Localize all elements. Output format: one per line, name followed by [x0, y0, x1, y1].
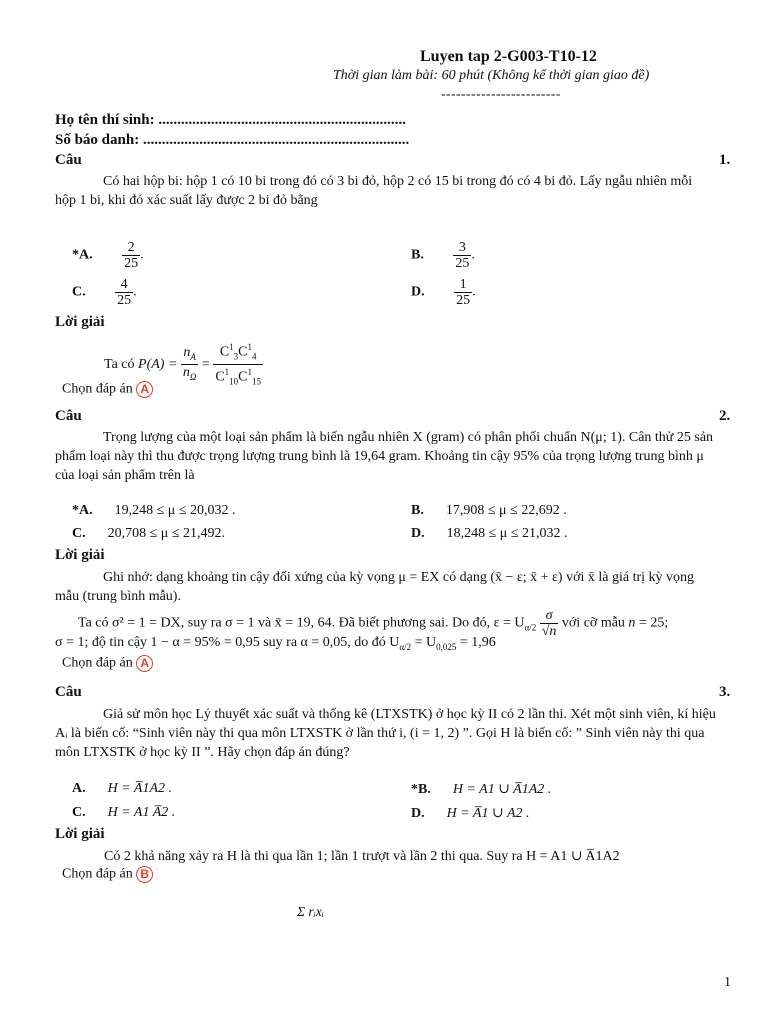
solution-label: Lời giải: [55, 547, 105, 563]
question-text: Có hai hộp bi: hộp 1 có 10 bi trong đó có 3 bi đỏ, hộp 2 có 15 bi trong đó có 4 bi đỏ. Lấy ngẫu nhiên mỗi hộp 1 bi, khi đó xác suất lấy được 2 bi đỏ bằng: [55, 174, 693, 208]
question-number: 2.: [719, 408, 731, 424]
page-number: 1: [724, 975, 731, 990]
option-d: D. 18,248 ≤ μ ≤ 21,032 .: [411, 526, 568, 541]
option-b: *B. H = A1 ∪ A̅1A2 .: [411, 782, 552, 797]
answer-line: Chọn đáp án A: [62, 381, 153, 398]
question-label: Câu: [55, 684, 82, 700]
solution-formula: Ta có P(A) = $\frac{n_A}{n_\Omega}$ = $\frac{C^1_3C^1_4}{C^1_{10}C^1_{15}}$: [104, 342, 261, 387]
solution-text: Ghi nhớ: dạng khoảng tin cậy đối xứng của kỳ vọng μ = EX có dạng (x̄ − ε; x̄ + ε) với x̄ là giá trị kỳ vọng mẫu (trung bình mẫu).: [55, 570, 695, 604]
question-label: Câu: [55, 152, 82, 168]
candidate-id-field: Số báo danh: .......................................................................: [55, 132, 410, 148]
option-b: B. 17,908 ≤ μ ≤ 22,692 .: [411, 503, 567, 518]
option-b: B. $\frac{3}{25}$ .: [411, 240, 475, 271]
answer-badge: B: [136, 866, 153, 883]
solution-label: Lời giải: [55, 826, 105, 842]
solution-text: Ta có σ² = 1 = DX, suy ra σ = 1 và x̄ = 19, 64. Đã biết phương sai. Do đó, $\varepsilon = U_{\alpha/2}$ $\frac{\sigma}{√n}$ với cỡ mẫu n = 25;: [78, 608, 669, 639]
question-number: 3.: [719, 684, 731, 700]
question-text: Giả sử môn học Lý thuyết xác suất và thống kê (LTXSTK) ở học kỳ II có 2 lần thi. Xét một sinh viên, kí hiệu Aᵢ là biến cố: “Sinh viên này thi qua môn LTXSTK ở lần thứ i, (i = 1, 2) ”. Gọi H là biến cố: ” Sinh viên này thi qua môn LTXSTK ở học kỳ II ”. Hãy chọn đáp án đúng?: [55, 707, 716, 760]
question-text: Trọng lượng của một loại sản phẩm là biến ngẫu nhiên X (gram) có phân phối chuẩn N(μ; 1). Cân thử 25 sản phẩm loại này thì thu được trọng lượng trung bình là 19,64 gram. Khoảng tin cậy 95% của trọng lượng trung bình μ của loại sản phẩm trên là: [55, 430, 714, 483]
solution-text: σ = 1; độ tin cậy 1 − α = 95% = 0,95 suy ra α = 0,05, do đó $U_{\alpha/2} = U_{0,025} = 1,96$: [55, 635, 496, 652]
header-divider: ------------------------: [441, 86, 561, 101]
answer-badge: A: [136, 655, 153, 672]
option-a: *A. 19,248 ≤ μ ≤ 20,032 .: [72, 503, 236, 518]
option-a: *A. $\frac{2}{25}$ .: [72, 240, 144, 271]
option-d: D. H = A̅1 ∪ A2 .: [411, 806, 530, 821]
answer-line: Chọn đáp án A: [62, 655, 153, 672]
candidate-name-field: Họ tên thí sinh: ..................................................................: [55, 112, 406, 128]
option-c: C. 20,708 ≤ μ ≤ 21,492.: [72, 526, 225, 541]
document-subtitle: Thời gian làm bài: 60 phút (Không kể thời gian giao đề): [333, 68, 650, 83]
option-d: D. $\frac{1}{25}$ .: [411, 277, 476, 308]
option-a: A. H = A̅1A2 .: [72, 781, 173, 796]
question-number: 1.: [719, 152, 731, 168]
answer-line: Chọn đáp án B: [62, 866, 153, 883]
summation-formula: Σ rᵢxᵢ: [297, 904, 324, 919]
option-c: C. $\frac{4}{25}$ .: [72, 277, 137, 308]
question-label: Câu: [55, 408, 82, 424]
solution-label: Lời giải: [55, 314, 105, 330]
option-c: C. H = A1 A̅2 .: [72, 805, 176, 820]
answer-badge: A: [136, 381, 153, 398]
document-title: Luyen tap 2-G003-T10-12: [420, 48, 597, 65]
solution-text: Có 2 khả năng xảy ra H là thi qua lần 1; lần 1 trượt và lần 2 thi qua. Suy ra H = A1 ∪ A̅1A2: [104, 849, 620, 864]
